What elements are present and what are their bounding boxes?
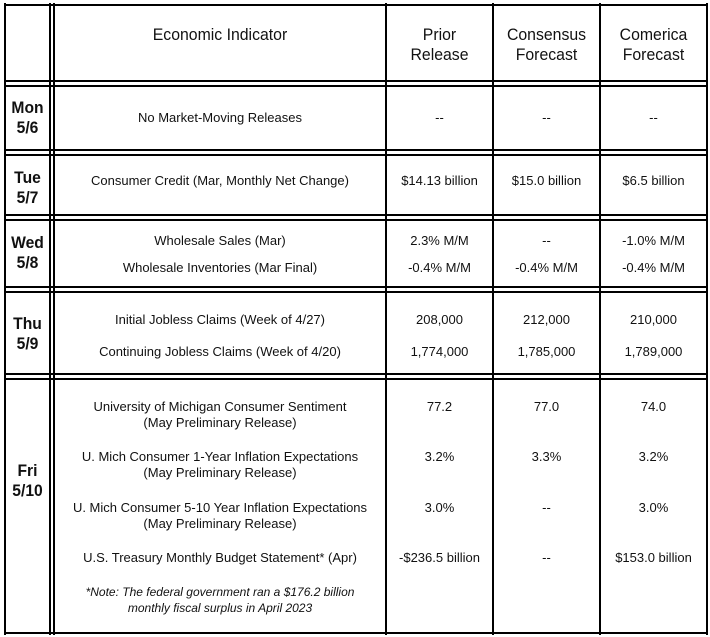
comerica-value: -0.4% M/M — [622, 260, 685, 275]
comerica-value: -1.0% M/M — [622, 233, 685, 248]
prior-value: 208,000 — [416, 312, 463, 327]
prior-value: -0.4% M/M — [408, 260, 471, 275]
comerica-value: 1,789,000 — [624, 344, 683, 359]
day-weekday: Tue — [14, 168, 41, 187]
day-date: 5/6 — [16, 118, 39, 137]
footnote-line: monthly fiscal surplus in April 2023 — [127, 601, 313, 615]
indicator-name: University of Michigan Consumer Sentiment — [93, 399, 347, 414]
indicator-name: Consumer Credit (Mar, Monthly Net Change) — [91, 173, 349, 188]
grid-line — [4, 632, 708, 634]
consensus-value: 1,785,000 — [517, 344, 576, 359]
header-consensus-line1: Consensus — [506, 25, 587, 44]
indicator-name: No Market-Moving Releases — [137, 110, 302, 125]
prior-value: -- — [435, 110, 444, 125]
consensus-value: -- — [542, 110, 551, 125]
grid-line — [4, 378, 708, 380]
comerica-value: -- — [649, 110, 658, 125]
grid-line — [4, 3, 6, 635]
prior-value: -$236.5 billion — [399, 550, 480, 565]
header-prior-line1: Prior — [422, 25, 457, 44]
day-weekday: Thu — [13, 314, 42, 333]
comerica-value: $153.0 billion — [615, 550, 692, 565]
indicator-name: U.S. Treasury Monthly Budget Statement* (Apr) — [83, 550, 357, 565]
consensus-value: -0.4% M/M — [515, 260, 578, 275]
indicator-subtitle: (May Preliminary Release) — [143, 516, 297, 531]
grid-line — [4, 214, 708, 216]
comerica-value: 74.0 — [640, 399, 667, 414]
consensus-value: 77.0 — [533, 399, 560, 414]
prior-value: 2.3% M/M — [410, 233, 469, 248]
header-prior-line2: Release — [410, 45, 469, 64]
prior-value: 3.0% — [424, 500, 455, 515]
grid-line — [4, 291, 708, 293]
grid-line — [4, 85, 708, 87]
day-date: 5/9 — [16, 334, 39, 353]
comerica-value: $6.5 billion — [622, 173, 685, 188]
consensus-value: -- — [542, 550, 551, 565]
indicator-name: Continuing Jobless Claims (Week of 4/20) — [99, 344, 341, 359]
grid-line — [4, 80, 708, 82]
indicator-subtitle: (May Preliminary Release) — [143, 415, 297, 430]
consensus-value: 3.3% — [531, 449, 562, 464]
comerica-value: 3.0% — [638, 500, 669, 515]
consensus-value: $15.0 billion — [511, 173, 582, 188]
comerica-value: 210,000 — [630, 312, 677, 327]
indicator-name: U. Mich Consumer 5-10 Year Inflation Expectations — [72, 500, 368, 515]
header-economic-indicator: Economic Indicator — [152, 25, 288, 44]
prior-value: $14.13 billion — [401, 173, 478, 188]
day-date: 5/8 — [16, 253, 39, 272]
prior-value: 77.2 — [426, 399, 453, 414]
grid-line — [4, 286, 708, 288]
footnote-line: *Note: The federal government ran a $176.2 billion — [85, 585, 355, 599]
prior-value: 3.2% — [424, 449, 455, 464]
grid-line — [4, 219, 708, 221]
grid-line — [4, 154, 708, 156]
grid-line — [4, 4, 708, 6]
indicator-name: Wholesale Sales (Mar) — [154, 233, 286, 248]
prior-value: 1,774,000 — [410, 344, 469, 359]
consensus-value: -- — [542, 233, 551, 248]
grid-line — [4, 373, 708, 375]
day-weekday: Fri — [17, 461, 38, 480]
indicator-name: U. Mich Consumer 1-Year Inflation Expectations — [81, 449, 359, 464]
header-consensus-line2: Forecast — [515, 45, 578, 64]
grid-line — [49, 3, 51, 635]
grid-line — [706, 3, 708, 635]
day-date: 5/7 — [16, 188, 39, 207]
header-comerica-line2: Forecast — [622, 45, 685, 64]
day-weekday: Wed — [11, 233, 44, 252]
consensus-value: 212,000 — [523, 312, 570, 327]
indicator-subtitle: (May Preliminary Release) — [143, 465, 297, 480]
indicator-name: Initial Jobless Claims (Week of 4/27) — [114, 312, 325, 327]
day-date: 5/10 — [12, 481, 43, 500]
consensus-value: -- — [542, 500, 551, 515]
header-comerica-line1: Comerica — [619, 25, 688, 44]
indicator-name: Wholesale Inventories (Mar Final) — [122, 260, 318, 275]
grid-line — [4, 149, 708, 151]
comerica-value: 3.2% — [638, 449, 669, 464]
day-weekday: Mon — [11, 98, 44, 117]
